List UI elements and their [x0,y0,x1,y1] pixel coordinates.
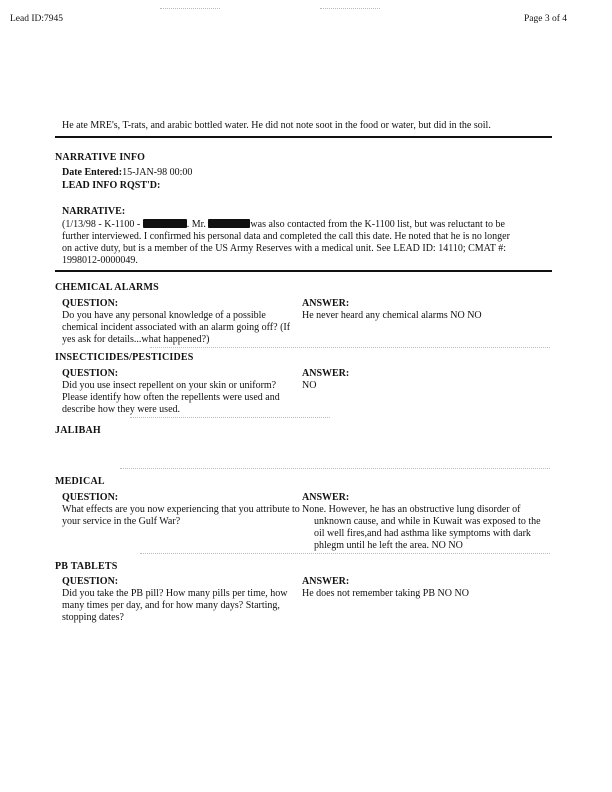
question-text: yes ask for details...what happened?) [62,334,210,345]
scan-line [120,468,550,469]
question-text: chemical incident associated with an alarm going off? (If [62,322,291,333]
intro-text: He ate MRE's, T-rats, and arabic bottled water. He did not note soot in the food or water, but did in the soil. [62,120,491,131]
question-text: What effects are you now experiencing that you attribute to [62,504,300,515]
medical-heading: MEDICAL [55,476,105,487]
answer-text: None. However, he has an obstructive lung disorder of [302,504,521,515]
question-text: Did you use insect repellent on your skin or uniform? [62,380,277,391]
question-text: your service in the Gulf War? [62,516,181,527]
question-text: many times per day, and for how many days? Starting, [62,600,280,611]
narrative-label: NARRATIVE: [62,206,126,217]
answer-text: phlegm until he left the area. NO NO [314,540,463,551]
section-divider [55,270,552,272]
narrative-info-heading: NARRATIVE INFO [55,152,146,163]
chemical-alarms-heading: CHEMICAL ALARMS [55,282,159,293]
answer-label: ANSWER: [302,576,350,587]
jalibah-heading: JALIBAH [55,425,101,436]
question-text: Please identify how often the repellents were used and [62,392,280,403]
scan-line [140,553,550,554]
question-label: QUESTION: [62,298,119,309]
question-label: QUESTION: [62,576,119,587]
scan-mark [160,8,220,9]
redaction-block [143,219,187,228]
narrative-line-3: on active duty, but is a member of the US Army Reserves with a medical unit. See LEAD ID: 14110; CMAT #: [62,243,506,254]
answer-text: oil well fires,and had asthma like symptoms with dark [314,528,531,539]
answer-text: NO [302,380,317,391]
page-number: Page 3 of 4 [524,14,568,24]
pb-tablets-heading: PB TABLETS [55,561,118,572]
date-entered-value: 15-JAN-98 00:00 [122,167,193,178]
narrative-text: (1/13/98 - K-1100 - [62,219,141,230]
question-label: QUESTION: [62,492,119,503]
question-text: Did you take the PB pill? How many pills per time, how [62,588,288,599]
scan-line [130,417,330,418]
question-text: Do you have any personal knowledge of a possible [62,310,266,321]
question-text: stopping dates? [62,612,124,623]
redaction-block [208,219,250,228]
answer-label: ANSWER: [302,492,350,503]
narrative-text: was also contacted from the K-1100 list, but was reluctant to be [250,219,505,230]
insecticides-heading: INSECTICIDES/PESTICIDES [55,352,194,363]
answer-text: unknown cause, and while in Kuwait was exposed to the [314,516,541,527]
question-label: QUESTION: [62,368,119,379]
date-entered-row [62,167,192,179]
scan-line [150,347,550,348]
answer-text: He never heard any chemical alarms NO NO [302,310,482,321]
answer-label: ANSWER: [302,368,350,379]
answer-text: He does not remember taking PB NO NO [302,588,469,599]
narrative-line-4: 1998012-0000049. [62,255,138,266]
question-text: describe how they were used. [62,404,181,415]
narrative-line-1 [62,219,505,231]
section-divider [55,136,552,138]
scan-mark [320,8,380,9]
lead-id-header: Lead ID:7945 [10,14,64,24]
narrative-text: . Mr. [186,219,206,230]
date-entered-label: Date Entered: [62,167,123,178]
answer-label: ANSWER: [302,298,350,309]
narrative-line-2: further interviewed. I confirmed his personal data and completed the call this date. He noted that he is no longer [62,231,510,242]
lead-info-label: LEAD INFO RQST'D: [62,180,161,191]
